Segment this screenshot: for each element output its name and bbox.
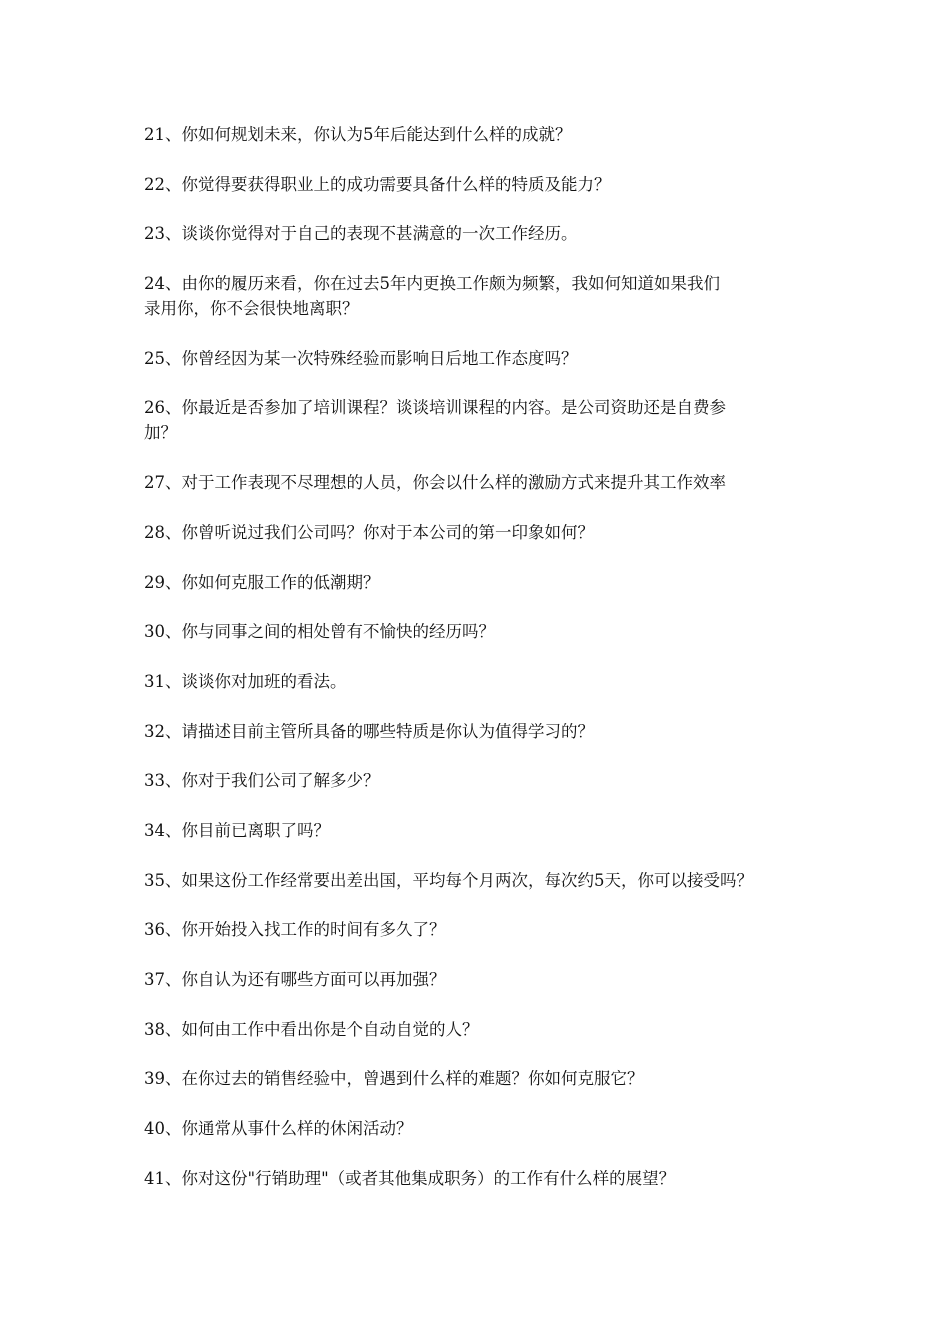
question-item: 38、如何由工作中看出你是个自动自觉的人？ [144,1019,479,1039]
question-item: 24、由你的履历来看，你在过去5年内更换工作颇为频繁，我如何知道如果我们 录用你，你不会很快地离职？ [144,274,720,319]
question-item: 37、你自认为还有哪些方面可以再加强？ [144,970,446,989]
question-item: 41、你对这份"行销助理"（或者其他集成职务）的工作有什么样的展望？ [144,1168,676,1188]
question-item: 39、在你过去的销售经验中，曾遇到什么样的难题？你如何克服它？ [144,1069,644,1089]
question-item: 26、你最近是否参加了培训课程？谈谈培训课程的内容。是公司资助还是自费参 加？ [144,398,726,443]
question-item: 35、如果这份工作经常要出差出国，平均每个月两次，每次约5天，你可以接受吗？ [144,870,753,890]
question-item: 31、谈谈你对加班的看法。 [144,671,347,691]
question-item: 30、你与同事之间的相处曾有不愉快的经历吗？ [144,622,495,642]
question-item: 21、你如何规划未来，你认为5年后能达到什么样的成就？ [144,125,572,144]
question-item: 25、你曾经因为某一次特殊经验而影响日后地工作态度吗？ [144,348,578,368]
question-item: 22、你觉得要获得职业上的成功需要具备什么样的特质及能力？ [144,174,611,194]
question-item: 29、你如何克服工作的低潮期？ [144,572,380,592]
question-item: 32、请描述目前主管所具备的哪些特质是你认为值得学习的？ [144,721,594,741]
question-item: 33、你对于我们公司了解多少？ [144,771,380,791]
question-item: 23、谈谈你觉得对于自己的表现不甚满意的一次工作经历。 [144,224,578,244]
question-list [144,122,834,1215]
question-item: 27、对于工作表现不尽理想的人员，你会以什么样的激励方式来提升其工作效率 [144,473,726,493]
question-item: 28、你曾听说过我们公司吗？你对于本公司的第一印象如何？ [144,522,594,542]
question-item: 36、你开始投入找工作的时间有多久了？ [144,920,446,940]
question-item: 34、你目前已离职了吗？ [144,820,330,840]
question-item: 40、你通常从事什么样的休闲活动？ [144,1119,413,1139]
